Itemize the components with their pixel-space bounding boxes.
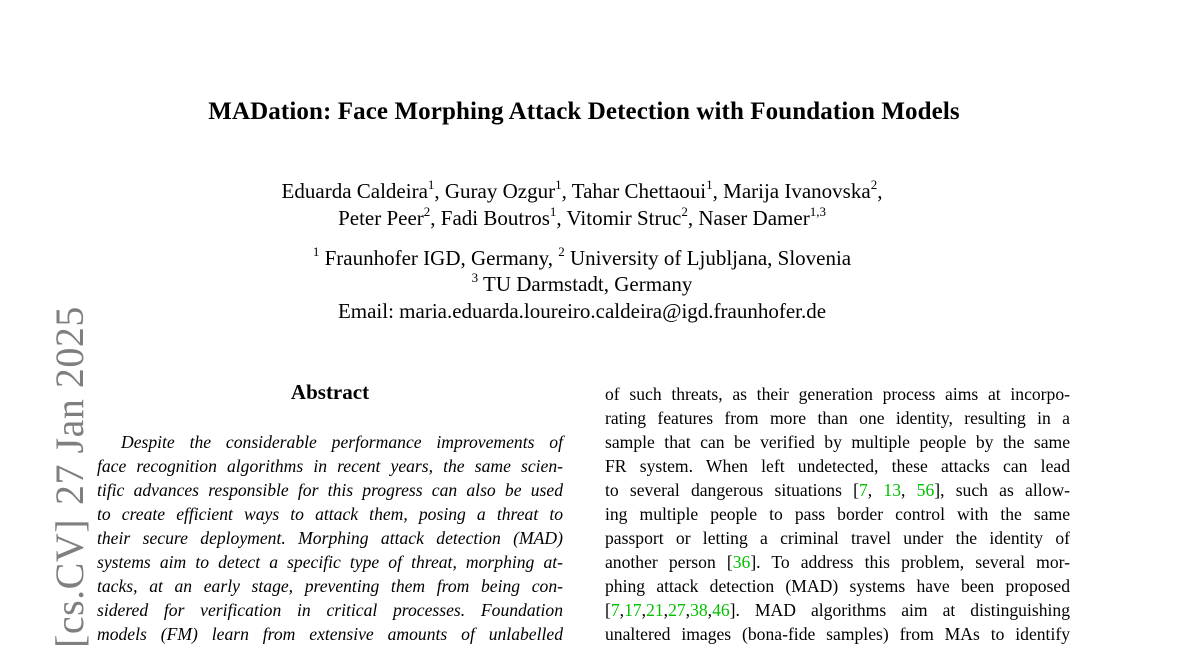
author-name: Guray Ozgur: [444, 179, 556, 203]
body-line: ing multiple people to pass border control with the same: [605, 504, 1070, 524]
author-affiliation-mark: 2: [423, 204, 431, 219]
author-affiliation-mark: 1: [555, 177, 562, 192]
author-name: Fadi Boutros: [440, 206, 550, 230]
affiliation-mark: 2: [558, 244, 565, 259]
authors-line-2: Peter Peer$^2$, Fadi Boutros$^1$, Vitomir Struc$^2$, Naser Damer$^{1,3}$: [338, 204, 826, 230]
contact-email: Email: maria.eduarda.loureiro.caldeira@igd.fraunhofer.de: [337, 299, 827, 323]
body-text: to several dangerous situations [: [605, 480, 859, 500]
body-text: another person [: [605, 552, 733, 572]
author-name: Eduarda Caldeira: [281, 179, 428, 203]
author-affiliation-mark: 1,3: [809, 204, 826, 219]
arxiv-identifier-stamp: [47, 306, 92, 648]
affiliations-line-1: [0, 245, 1164, 271]
abstract-line: systems aim to detect a specific type of threat, morphing at-: [97, 552, 563, 572]
paper-title: MADation: Face Morphing Attack Detection with Foundation Models: [208, 98, 960, 125]
body-line: [605, 550, 1070, 574]
abstract-line: their secure deployment. Morphing attack detection (MAD): [97, 528, 563, 548]
author-affiliation-mark: 1: [427, 177, 435, 192]
citation-link[interactable]: 7: [610, 600, 620, 620]
body-line: FR system. When left undetected, these attacks can lead: [605, 456, 1070, 476]
body-line: unaltered images (bona-fide samples) from MAs to identify: [605, 624, 1070, 644]
citation-link[interactable]: 27: [668, 600, 686, 620]
body-line: [7,17,21,27,38,46]. MAD algorithms aim at distinguishing: [605, 600, 1070, 620]
abstract-line: face recognition algorithms in recent years, the same scien-: [97, 456, 563, 476]
abstract-line: to create efficient ways to attack them, posing a threat to: [97, 504, 563, 524]
affiliation-text: TU Darmstadt, Germany: [483, 272, 693, 296]
abstract-line: tacks, at an early stage, preventing them from being con-: [97, 576, 563, 596]
body-line: rating features from more than one identity, resulting in a: [605, 408, 1070, 428]
author-affiliation-mark: 2: [870, 177, 878, 192]
abstract-body: [97, 430, 563, 646]
body-text: ], such as allow-: [934, 480, 1071, 500]
citation-link[interactable]: 46: [712, 600, 730, 620]
affiliation-text: University of Ljubljana, Slovenia: [570, 246, 852, 270]
abstract-line: sidered for verification in critical processes. Foundation: [97, 600, 563, 620]
abstract-line: tific advances responsible for this progress can also be used: [97, 480, 563, 500]
body-text: ]. To address this problem, several mor-: [750, 552, 1070, 572]
body-line: to several dangerous situations [7, 13, 56], such as allow-: [605, 480, 1071, 500]
body-line: phing attack detection (MAD) systems have been proposed: [605, 576, 1070, 596]
author-name: Peter Peer: [338, 206, 424, 230]
affiliations-line-2: [0, 271, 1164, 297]
arxiv-date: 27 Jan 2025: [47, 306, 92, 505]
abstract-line: models (FM) learn from extensive amounts of unlabelled: [97, 624, 563, 644]
body-text: ]. MAD algorithms aim at distinguishing: [729, 600, 1070, 620]
body-line: passport or letting a criminal travel under the identity of: [605, 528, 1070, 548]
author-name: Naser Damer: [698, 206, 810, 230]
affiliation-mark: 3: [471, 270, 479, 285]
author-affiliation-mark: 1: [549, 204, 557, 219]
body-line: of such threats, as their generation process aims at incorpo-: [605, 384, 1070, 404]
intro-body: [605, 382, 1070, 646]
citation-link[interactable]: 13: [883, 480, 902, 500]
author-name: Vitomir Struc: [566, 206, 682, 230]
body-line: sample that can be verified by multiple people by the same: [605, 432, 1070, 452]
author-affiliation-mark: 2: [681, 204, 688, 219]
author-affiliation-mark: 1: [706, 177, 713, 192]
affiliation-text: Fraunhofer IGD, Germany,: [324, 246, 554, 270]
arxiv-category: [cs.CV]: [47, 518, 92, 648]
citation-link[interactable]: 21: [646, 600, 664, 620]
citation-link[interactable]: 36: [732, 552, 751, 572]
authors-line-1: Eduarda Caldeira$^1$, Guray Ozgur$^1$, Tahar Chettaoui$^1$, Marija Ivanovska$^2$,: [281, 177, 883, 203]
citation-link[interactable]: 17: [624, 600, 642, 620]
citation-link[interactable]: 38: [690, 600, 708, 620]
abstract-line: Despite the considerable performance improvements of: [121, 432, 563, 452]
citation-link[interactable]: 7: [859, 480, 868, 500]
affiliation-mark: 1: [312, 244, 320, 259]
abstract-heading: Abstract: [290, 380, 370, 404]
citation-link[interactable]: 56: [916, 480, 935, 500]
author-name: Marija Ivanovska: [723, 179, 871, 203]
author-name: Tahar Chettaoui: [571, 179, 707, 203]
